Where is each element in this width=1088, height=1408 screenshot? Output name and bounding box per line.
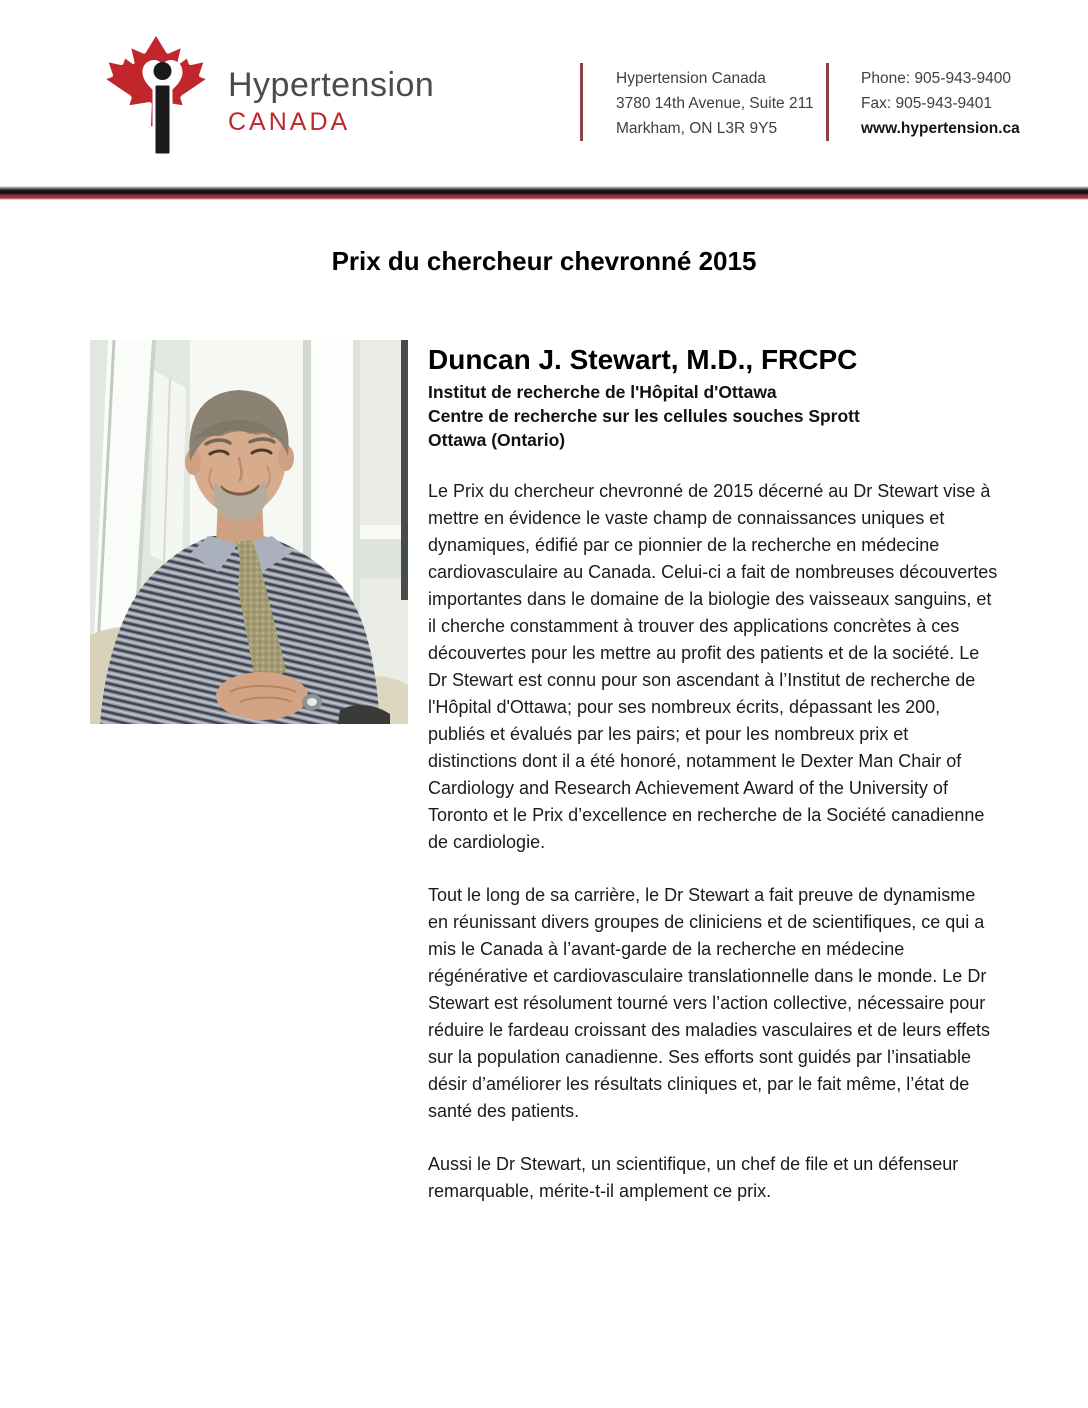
- header-divider-right: [826, 63, 829, 141]
- hypertension-canada-logo: [98, 34, 434, 162]
- phone-line: Phone: 905-943-9400: [861, 70, 1011, 87]
- brand-name: Hypertension: [228, 66, 435, 104]
- header-rule: [0, 186, 1088, 200]
- address-line-2: 3780 14th Avenue, Suite 211: [616, 95, 814, 112]
- affiliation-block: [428, 380, 1000, 452]
- article-body: [428, 344, 1000, 1205]
- paragraph-1: Le Prix du chercheur chevronné de 2015 décerné au Dr Stewart vise à mettre en évidence le vaste champ de connaissances uniques et dynamiques, édifié par ce pionnier de la recherche en médecine cardiovasculaire au Canada. Celui-ci a fait de nombreuses découvertes importantes dans le domaine de la biologie des vaisseaux sanguins, et il cherche constamment à trouver des applications concrètes à ces découvertes pour les mettre au profit des patients et de la société. Le Dr Stewart est connu pour son ascendant à l’Institut de recherche de l'Hôpital d'Ottawa; pour ses nombreux écrits, dépassant les 200, publiés et évalués par les pairs; et pour les nombreux prix et distinctions dont il a été honoré, notamment le Dexter Man Chair of Cardiology and Research Achievement Award of the University of Toronto et le Prix d’excellence en recherche de la Société canadienne de cardiologie.: [428, 481, 998, 853]
- logo-wordmark: [228, 66, 434, 137]
- contact-block: [861, 66, 1020, 141]
- affiliation-line-2: Centre de recherche sur les cellules souches Sprott: [428, 406, 860, 427]
- portrait-photo: [90, 340, 408, 724]
- header-divider-left: [580, 63, 583, 141]
- recipient-name: Duncan J. Stewart, M.D., FRCPC: [428, 344, 858, 375]
- address-block: [616, 66, 814, 141]
- affiliation-line-3: Ottawa (Ontario): [428, 430, 566, 451]
- maple-leaf-logo-icon: [98, 34, 216, 162]
- website-text: www.hypertension.ca: [861, 120, 1020, 137]
- paragraph-3: Aussi le Dr Stewart, un scientifique, un chef de file et un défenseur remarquable, mérite-t-il amplement ce prix.: [428, 1154, 959, 1202]
- page-title: Prix du chercheur chevronné 2015: [331, 246, 757, 276]
- fax-line: Fax: 905-943-9401: [861, 95, 992, 112]
- brand-country: CANADA: [228, 108, 351, 136]
- paragraph-2: Tout le long de sa carrière, le Dr Stewart a fait preuve de dynamisme en réunissant divers groupes de cliniciens et de scientifiques, ce qui a mis le Canada à l’avant-garde de la recherche en médecine régénérative et cardiovasculaire translationnelle dans le monde. Le Dr Stewart est résolument tourné vers l’action collective, nécessaire pour réduire le fardeau croissant des maladies vasculaires et de leurs effets sur la population canadienne. Ses efforts sont guidés par l’insatiable désir d’améliorer les résultats cliniques et, par le fait même, l’état de santé des patients.: [428, 885, 990, 1122]
- affiliation-line-1: Institut de recherche de l'Hôpital d'Ottawa: [428, 382, 777, 403]
- address-line-3: Markham, ON L3R 9Y5: [616, 120, 778, 137]
- address-line-1: Hypertension Canada: [616, 70, 766, 87]
